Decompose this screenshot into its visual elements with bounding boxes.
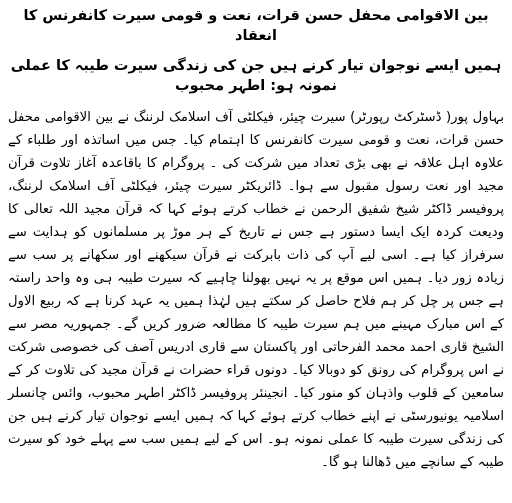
article-body: بہاول پور( ڈسٹرکٹ رپورٹر) سیرت چیئر، فیکلٹی آف اسلامک لرننگ نے بین الاقوامی محفل حسن قرات، نعت و قومی سیرت کانفرنس کا اہتمام کیا۔ جس میں اساتذہ اور طلباء کے علاوہ اہل علاقہ نے بھی بڑی تعداد میں شرکت کی ۔ پروگرام کا باقاعدہ آغاز تلاوت قرآن مجید اور نعت رسول مقبول سے ہوا۔ ڈائریکٹر سیرت چیئر، فیکلٹی آف اسلامک لرننگ، پروفیسر ڈاکٹر شیخ شفیق الرحمن نے خطاب کرتے ہوئے کہا کہ قرآن مجید اللہ تعالی کا ودیعت کردہ ایک ایسا دستور ہے جس نے تاریخ کے ہر موڑ پر مسلمانوں کو ہدایت سے سرفراز کیا ہے۔ اسی لیے آپ کی ذات بابرکت نے قرآن سیکھنے اور سکھانے پر سب سے زیادہ زور دیا۔ ہمیں اس موقع پر یہ نہیں بھولنا چاہیے کہ سیرت طیبہ ہی وہ واحد راستہ ہے جس پر چل کر ہم فلاح حاصل کر سکتے ہیں لہٰذا ہمیں یہ عہد کرنا ہے کہ ربیع الاول کے اس مبارک مہینے میں ہم سیرت طیبہ کا مطالعہ ضرور کریں گے۔ جمہوریہ مصر سے الشیخ قاری احمد محمد الفرحاتی اور پاکستان سے قاری ادریس آصف کی خصوصی شرکت نے اس پروگرام کی رونق کو دوبالا کیا۔ دونوں قراء حضرات نے قرآن مجید کی تلاوت کر کے سامعین کے قلوب واذہان کو منور کیا۔ انجینئر پروفیسر ڈاکٹر اطہر محبوب، وائس چانسلر اسلامیہ یونیورسٹی نے اپنے خطاب کرتے ہوئے کہا کہ ہمیں ایسے نوجوان تیار کرنے ہیں جن کی زندگی سیرت طیبہ کا عملی نمونہ ہو۔ اس کے لیے ہمیں سب سے پہلے خود کو سیرت طیبہ کے سانچے میں ڈھالنا ہو گا۔ (8, 110, 504, 470)
article-headline: بین الاقوامی محفل حسن قرات، نعت و قومی سیرت کانفرنس کا انعقاد (23, 8, 489, 44)
article-subheadline: ہمیں ایسے نوجوان تیار کرنے ہیں جن کی زندگی سیرت طیبہ کا عملی نمونہ ہو: اطہر محبوب (10, 58, 502, 94)
